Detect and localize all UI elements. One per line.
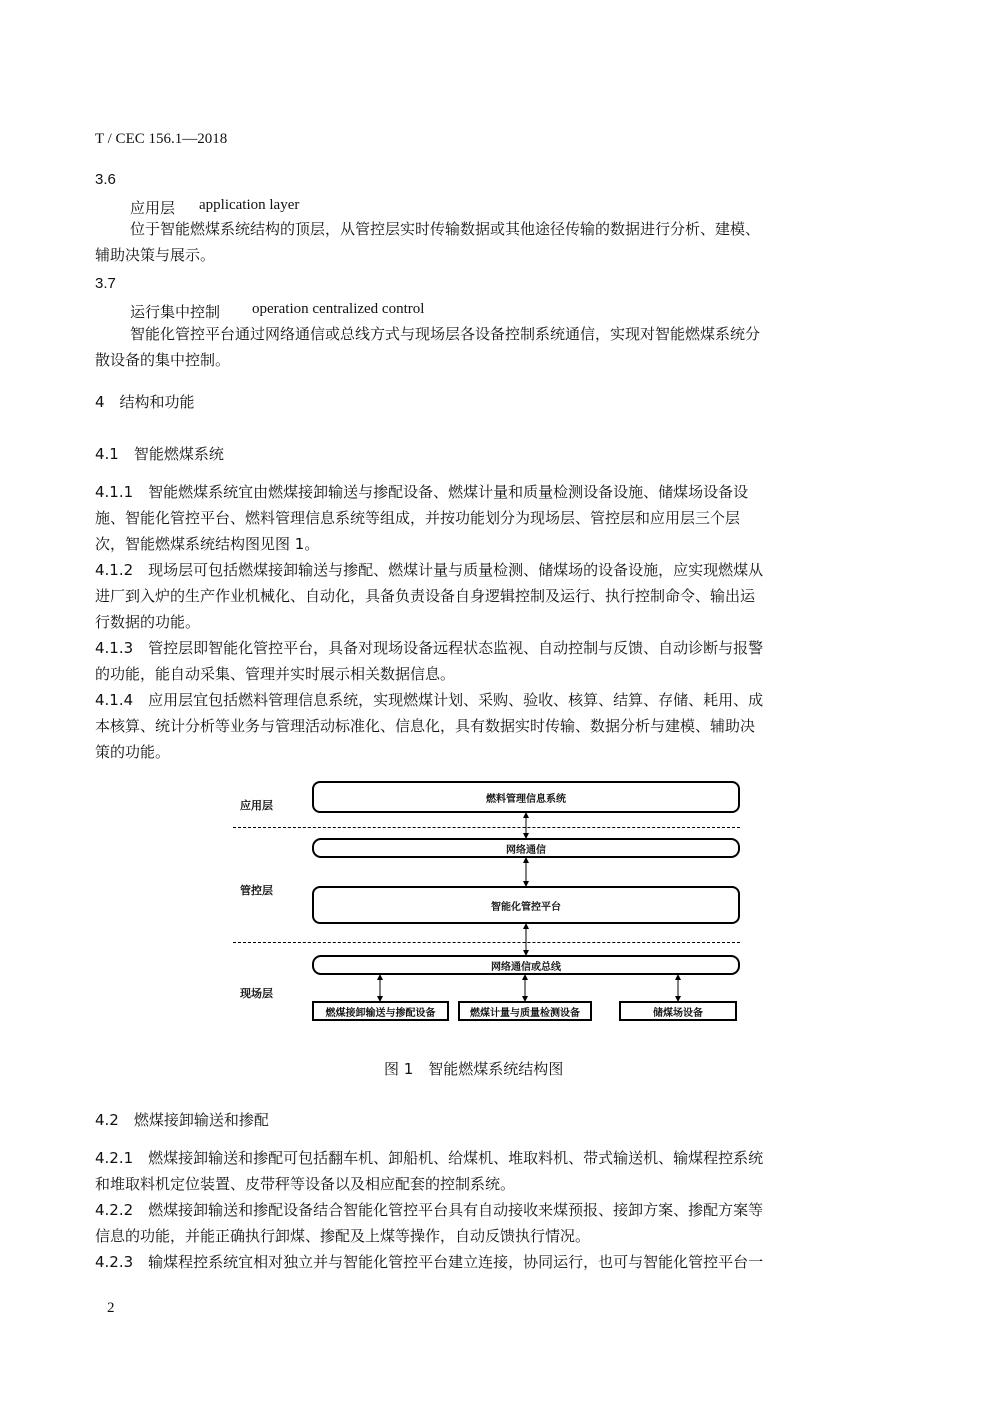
text-line: 本核算、统计分析等业务与管理活动标准化、信息化，具有数据实时传输、数据分析与建模、辅助决 (95, 717, 756, 735)
text-line: 信息的功能，并能正确执行卸煤、掺配及上煤等操作，自动反馈执行情况。 (95, 1227, 591, 1245)
section-heading: 4.1 智能燃煤系统 (95, 445, 224, 463)
text-line: 4.1.2 现场层可包括燃煤接卸输送与掺配、燃煤计量与质量检测、储煤场的设备设施，应实现燃煤从 (95, 561, 764, 579)
paragraph (95, 1197, 877, 1249)
term-zh: 应用层 (130, 199, 176, 217)
text-line: 4.1.1 智能燃煤系统宜由燃煤接卸输送与掺配设备、燃煤计量和质量检测设备设施、储煤场设备设 (95, 483, 749, 501)
text-line: 进厂到入炉的生产作业机械化、自动化，具备负责设备自身逻辑控制及运行、执行控制命令、输出运 (95, 587, 756, 605)
text-line: 的功能，能自动采集、管理并实时展示相关数据信息。 (95, 665, 456, 683)
section-heading: 4 结构和功能 (95, 393, 195, 411)
figure-caption: 图 1 智能燃煤系统结构图 (384, 1060, 564, 1078)
text-line: 4.2.1 燃煤接卸输送和掺配可包括翻车机、卸船机、给煤机、堆取料机、带式输送机、输煤程控系统 (95, 1149, 764, 1167)
measure-label: 燃煤计量与质量检测设备 (470, 1007, 580, 1019)
bus-label: 网络通信或总线 (491, 961, 561, 973)
text-line: 行数据的功能。 (95, 613, 201, 631)
network-label: 网络通信 (506, 844, 546, 856)
page-number: 2 (107, 1300, 115, 1316)
clause-number: 3.7 (95, 275, 116, 292)
text-line: 和堆取料机定位装置、皮带秤等设备以及相应配套的控制系统。 (95, 1175, 516, 1193)
layer-label-control: 管控层 (240, 884, 273, 897)
section-heading: 4.2 燃煤接卸输送和掺配 (95, 1111, 269, 1129)
term-en: application layer (199, 197, 300, 213)
text-line: 施、智能化管控平台、燃料管理信息系统等组成，并按功能划分为现场层、管控层和应用层三个层 (95, 509, 741, 527)
fuel-mis-label: 燃料管理信息系统 (486, 793, 566, 805)
text-line: 4.1.3 管控层即智能化管控平台，具备对现场设备远程状态监视、自动控制与反馈、自动诊断与报警 (95, 639, 764, 657)
term-en: operation centralized control (252, 301, 425, 317)
text-line: 位于智能燃煤系统结构的顶层，从管控层实时传输数据或其他途径传输的数据进行分析、建模、 (130, 220, 761, 238)
clause-number: 3.6 (95, 171, 116, 188)
text-line: 智能化管控平台通过网络通信或总线方式与现场层各设备控制系统通信，实现对智能燃煤系统分 (130, 325, 761, 343)
unload-label: 燃煤接卸输送与掺配设备 (325, 1007, 436, 1019)
layer-label-application: 应用层 (240, 799, 273, 812)
text-line: 策的功能。 (95, 743, 171, 761)
text-line: 4.2.3 输煤程控系统宜相对独立并与智能化管控平台建立连接，协同运行，也可与智能化管控平台一 (95, 1253, 764, 1271)
term-zh: 运行集中控制 (130, 303, 221, 321)
paragraph (95, 1145, 877, 1197)
text-line: 次，智能燃煤系统结构图见图 1。 (95, 535, 320, 553)
text-line: 散设备的集中控制。 (95, 351, 231, 369)
text-line: 4.1.4 应用层宜包括燃料管理信息系统，实现燃煤计划、采购、验收、核算、结算、存储、耗用、成 (95, 691, 764, 709)
yard-label: 储煤场设备 (653, 1007, 703, 1019)
paragraph (95, 1249, 877, 1275)
text-line: 辅助决策与展示。 (95, 246, 216, 264)
layer-label-field: 现场层 (240, 987, 273, 1000)
platform-label: 智能化管控平台 (491, 901, 561, 913)
document-id: T / CEC 156.1—2018 (95, 131, 228, 147)
text-line: 4.2.2 燃煤接卸输送和掺配设备结合智能化管控平台具有自动接收来煤预报、接卸方案、掺配方案等 (95, 1201, 764, 1219)
